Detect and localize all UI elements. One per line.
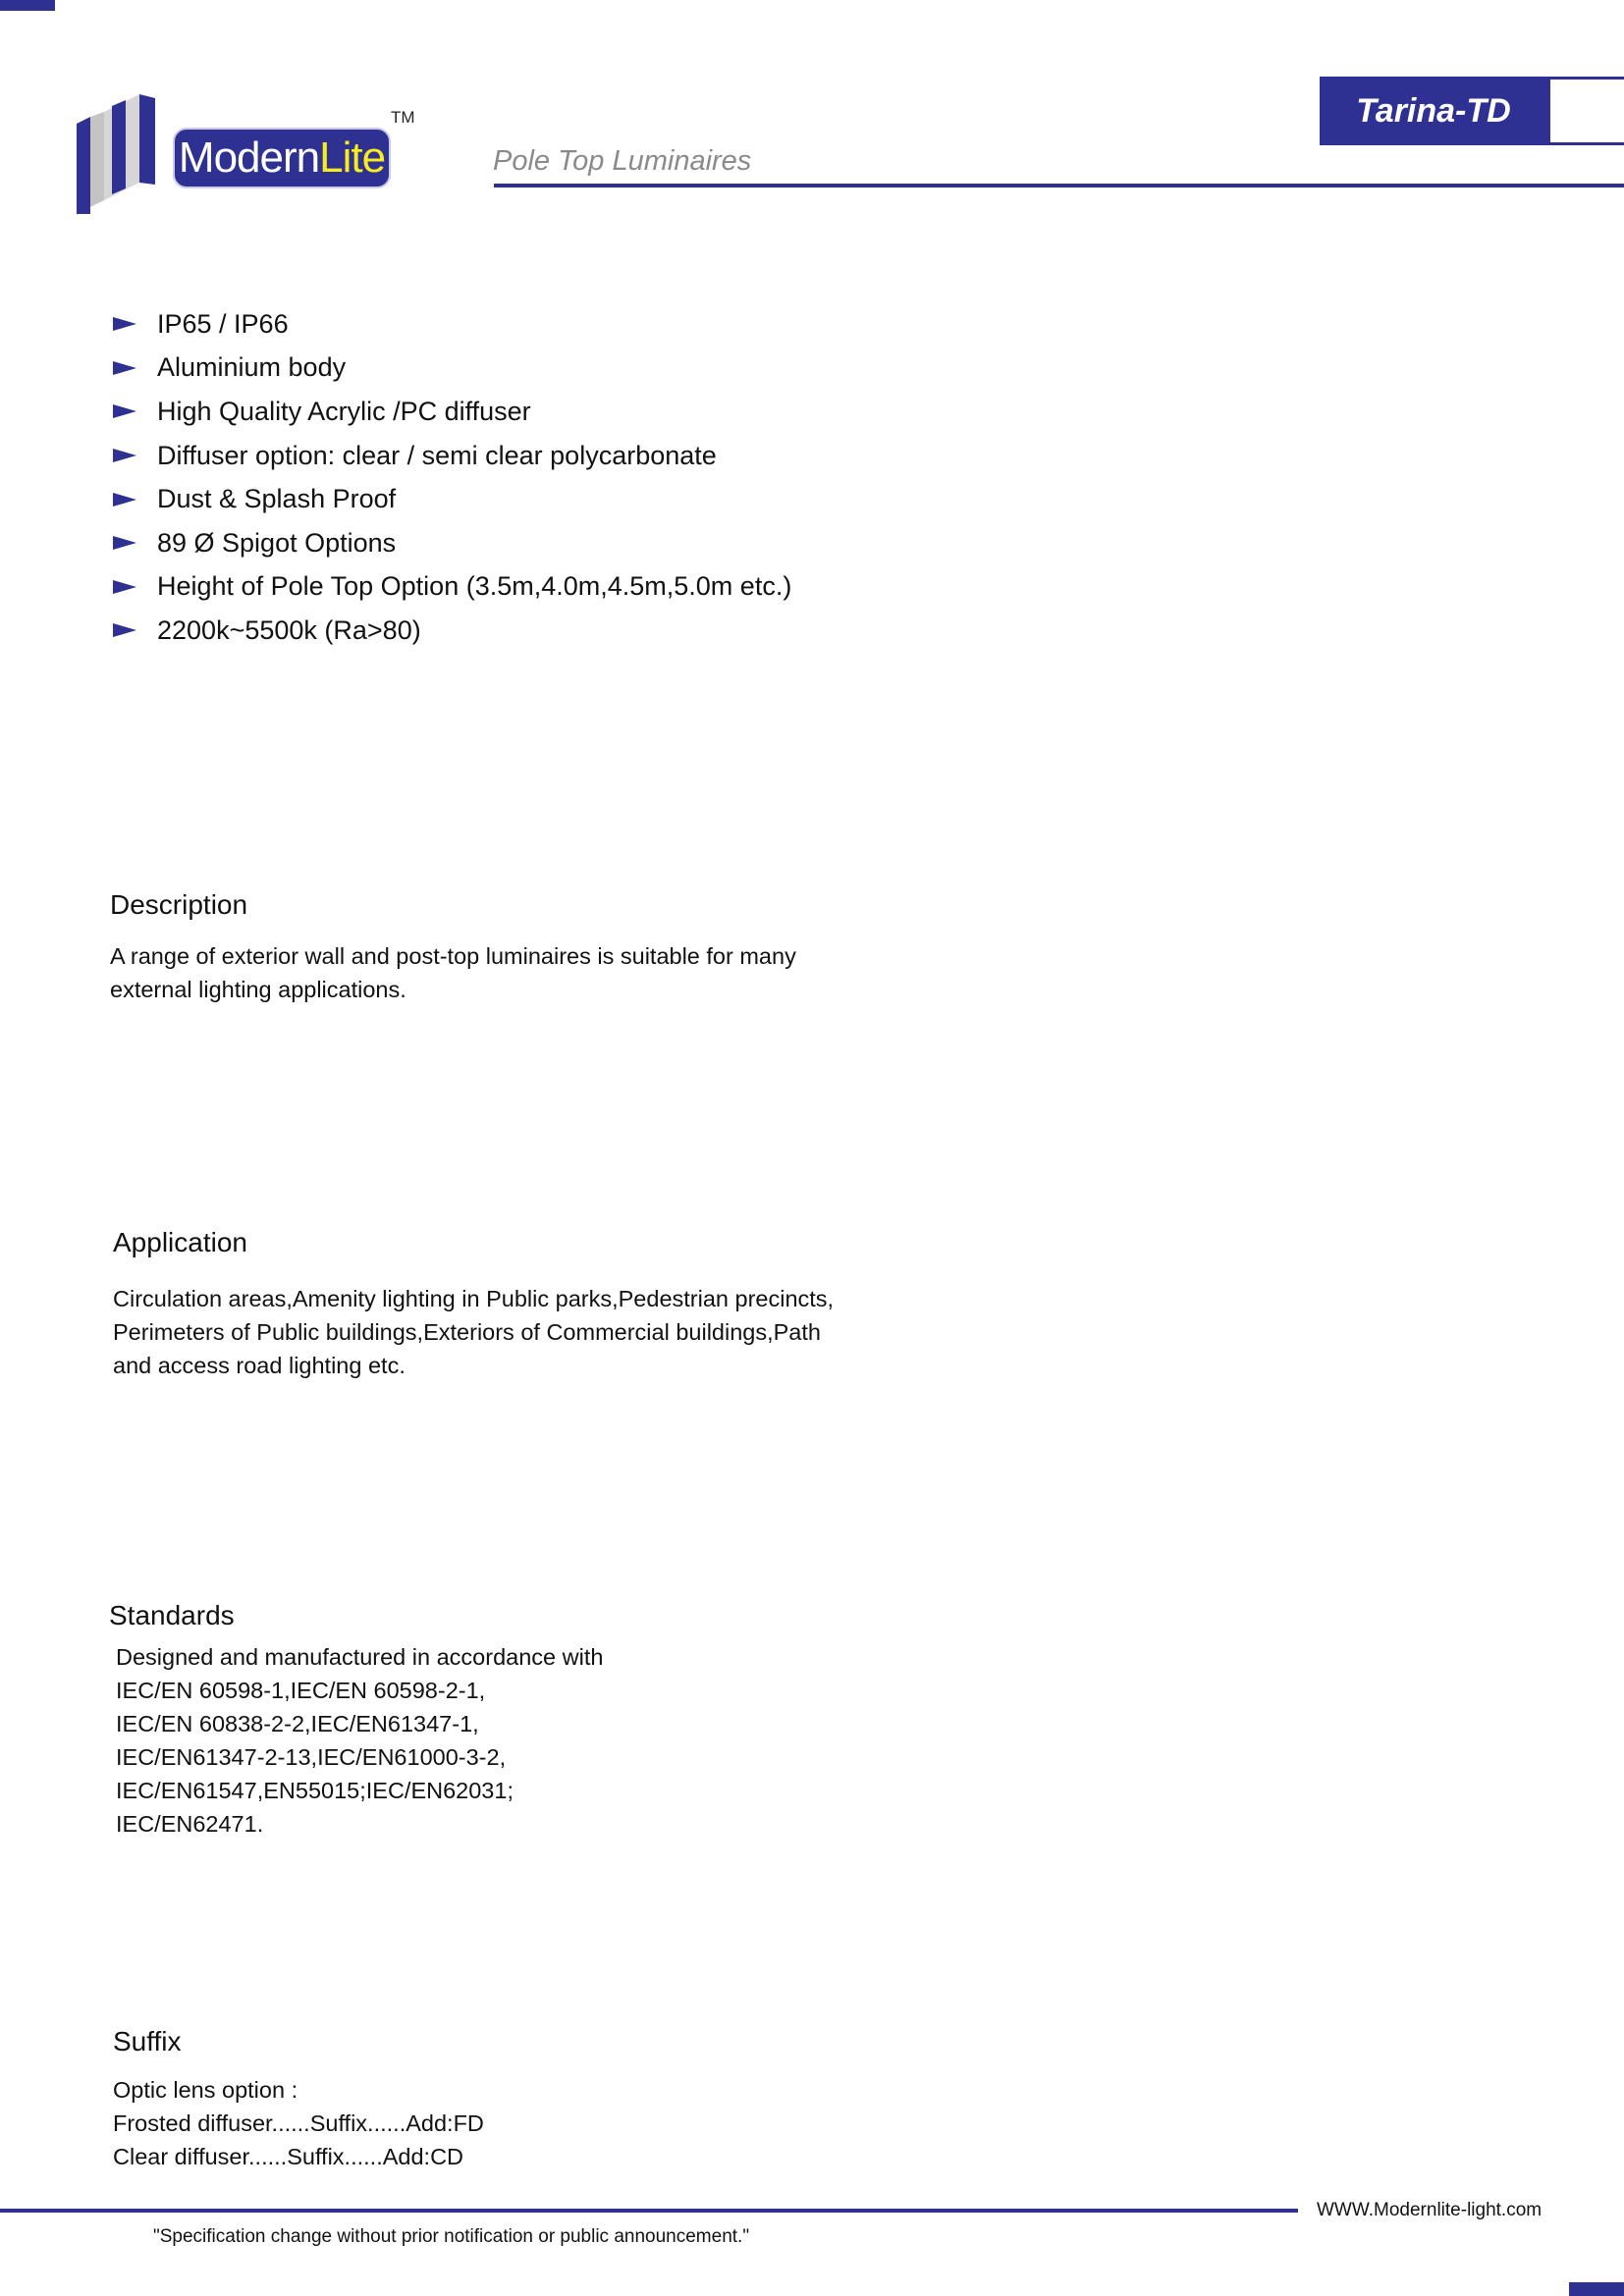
corner-accent-bottom — [1569, 2282, 1624, 2296]
arrow-bullet-icon — [113, 580, 136, 594]
suffix-text: Optic lens option : Frosted diffuser......Suffix......Add:FD Clear diffuser......Suffix......Add:CD — [113, 2077, 484, 2169]
arrow-bullet-icon — [113, 361, 136, 375]
arrow-bullet-icon — [113, 449, 136, 462]
logo-bars-icon — [77, 94, 175, 222]
feature-item: Diffuser option: clear / semi clear polycarbonate — [113, 434, 791, 478]
logo-text-modern: Modern — [178, 133, 320, 182]
application-text: Circulation areas,Amenity lighting in Public parks,Pedestrian precincts, Perimeters of Public buildings,Exteriors of Commercial buildings,Path and access road lighting etc. — [113, 1286, 835, 1378]
logo-wordmark — [173, 128, 391, 188]
arrow-bullet-icon — [113, 493, 136, 507]
feature-item: Aluminium body — [113, 347, 791, 391]
logo-text-lite: Lite — [319, 133, 386, 182]
corner-accent-top — [0, 0, 55, 11]
arrow-bullet-icon — [113, 536, 136, 550]
feature-item: 2200k~5500k (Ra>80) — [113, 609, 791, 653]
standards-heading: Standards — [109, 1600, 235, 1630]
footer-divider — [0, 2209, 1298, 2213]
feature-item: 89 Ø Spigot Options — [113, 521, 791, 565]
feature-list — [113, 302, 791, 653]
website-url[interactable]: WWW.Modernlite-light.com — [1317, 2200, 1543, 2220]
arrow-bullet-icon — [113, 317, 136, 331]
trademark-symbol: TM — [391, 108, 415, 127]
model-badge-outline — [1547, 77, 1624, 145]
arrow-bullet-icon — [113, 623, 136, 637]
feature-item: Dust & Splash Proof — [113, 477, 791, 521]
feature-item: IP65 / IP66 — [113, 302, 791, 347]
page-subtitle: Pole Top Luminaires — [493, 145, 752, 177]
model-name-badge: Tarina-TD — [1320, 77, 1547, 145]
application-heading: Application — [113, 1227, 247, 1257]
header-divider — [494, 184, 1624, 187]
feature-item: Height of Pole Top Option (3.5m,4.0m,4.5m,5.0m etc.) — [113, 565, 791, 610]
standards-text: Designed and manufactured in accordance with IEC/EN 60598-1,IEC/EN 60598-2-1, IEC/EN 60838-2-2,IEC/EN61347-1, IEC/EN61347-2-13,IEC/EN61000-3-2, IEC/EN61547,EN55015;IEC/EN62031; IEC/EN62471. — [116, 1644, 604, 1837]
arrow-bullet-icon — [113, 404, 136, 418]
description-heading: Description — [110, 889, 248, 920]
disclaimer-note: "Specification change without prior notification or public announcement." — [153, 2226, 750, 2247]
feature-item: High Quality Acrylic /PC diffuser — [113, 390, 791, 434]
modernlite-logo — [77, 94, 420, 222]
suffix-heading: Suffix — [113, 2026, 182, 2056]
description-text: A range of exterior wall and post-top luminaires is suitable for many external lighting applications. — [110, 943, 796, 1002]
